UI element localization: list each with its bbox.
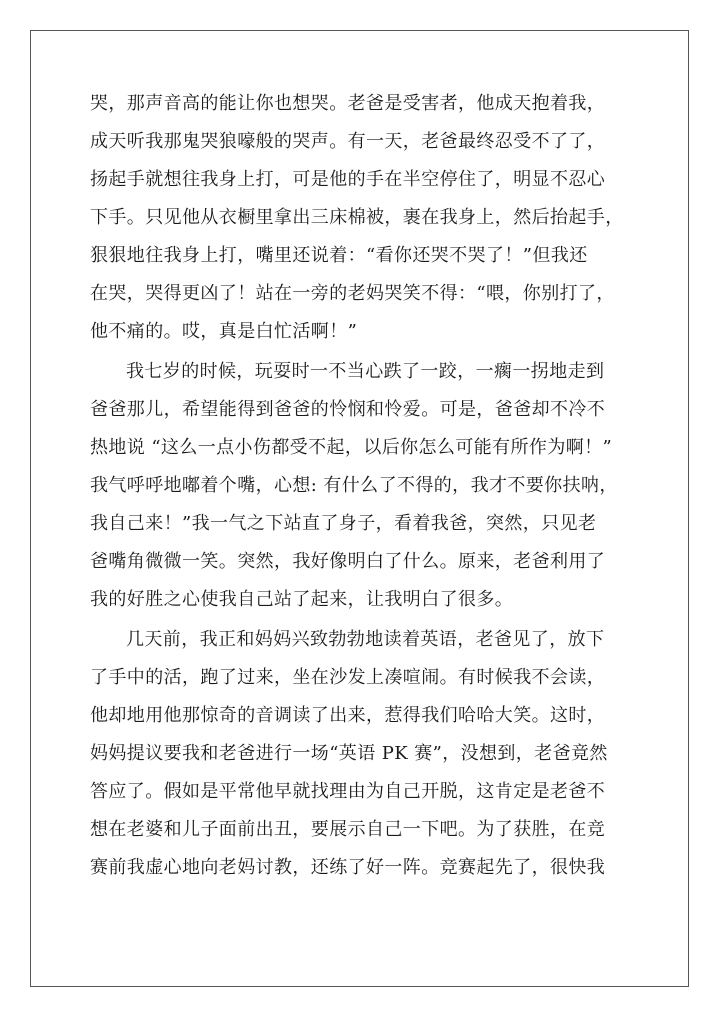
paragraph-2-line-4: 我气呼呼地嘟着个嘴，心想: 有什么了不得的，我才不要你扶呐， — [90, 475, 618, 496]
paragraph-2-line-7: 我的好胜之心使我自己站了起来，让我明白了很多。 — [90, 589, 514, 610]
paragraph-1-line-5: 狠狠地往我身上打，嘴里还说着：“看你还哭不哭了！”但我还 — [90, 245, 588, 266]
paragraph-1-line-2: 成天听我那鬼哭狼嚎般的哭声。有一天，老爸最终忍受不了了， — [90, 131, 606, 152]
paragraph-3-line-4: 妈妈提议要我和老爸进行一场“英语 PK 赛”，没想到，老爸竟然 — [90, 743, 608, 764]
paragraph-3-line-5: 答应了。假如是平常他早就找理由为自己开脱，这肯定是老爸不 — [90, 781, 606, 802]
paragraph-2-line-1: 我七岁的时候，玩耍时一不当心跌了一跤，一瘸一拐地走到 — [126, 361, 605, 382]
paragraph-1-line-4: 下手。只见他从衣橱里拿出三床棉被，裹在我身上，然后抬起手， — [90, 207, 624, 228]
paragraph-3-line-6: 想在老婆和儿子面前出丑，要展示自己一下吧。为了获胜，在竞 — [90, 819, 606, 840]
paragraph-3-line-1: 几天前，我正和妈妈兴致勃勃地读着英语，老爸见了，放下 — [126, 629, 605, 650]
paragraph-1-line-6: 在哭，哭得更凶了！站在一旁的老妈哭笑不得：“喂，你别打了， — [90, 283, 615, 304]
paragraph-2-line-5: 我自己来！”我一气之下站直了身子，看着我爸，突然，只见老 — [90, 513, 597, 534]
paragraph-2-line-3: 热地说 “这么一点小伤都受不起，以后你怎么可能有所作为啊！” — [90, 437, 613, 458]
paragraph-3-line-2: 了手中的活，跑了过来，坐在沙发上凑喧闹。有时候我不会读， — [90, 667, 606, 688]
paragraph-1-line-1: 哭，那声音高的能让你也想哭。老爸是受害者，他成天抱着我， — [90, 93, 606, 114]
paragraph-3-line-3: 他却地用他那惊奇的音调读了出来，惹得我们哈哈大笑。这时， — [90, 705, 606, 726]
paragraph-3-line-7: 赛前我虚心地向老妈讨教，还练了好一阵。竞赛起先了，很快我 — [90, 857, 606, 878]
paragraph-2-line-6: 爸嘴角微微一笑。突然，我好像明白了什么。原来，老爸利用了 — [90, 551, 606, 572]
paragraph-2-line-2: 爸爸那儿，希望能得到爸爸的怜悯和怜爱。可是，爸爸却不冷不 — [90, 399, 606, 420]
paragraph-1-line-3: 扬起手就想往我身上打，可是他的手在半空停住了，明显不忍心 — [90, 169, 606, 190]
paragraph-1-line-7: 他不痛的。哎，真是白忙活啊！” — [90, 321, 358, 342]
